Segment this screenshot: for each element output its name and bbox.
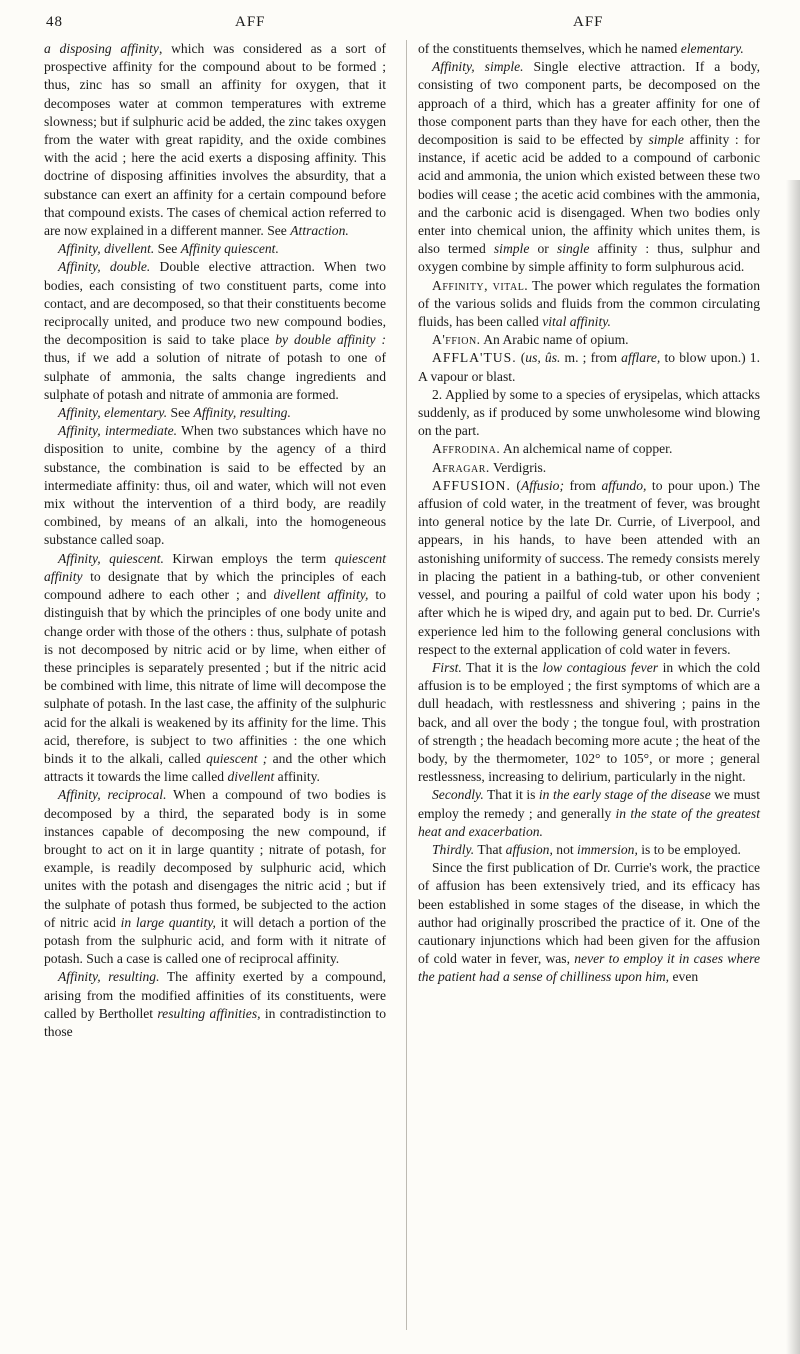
italic-text: Affinity, intermediate. bbox=[58, 423, 178, 439]
dictionary-paragraph bbox=[418, 841, 760, 859]
italic-text: Affusio; bbox=[520, 477, 564, 493]
italic-text: Thirdly. bbox=[432, 841, 475, 857]
text-run: we must employ the remedy ; and generally bbox=[418, 787, 760, 821]
italic-text: divellent bbox=[227, 769, 275, 785]
dictionary-paragraph bbox=[418, 40, 760, 58]
italic-text: by double affinity : bbox=[275, 332, 387, 348]
text-run: That bbox=[474, 841, 506, 857]
italic-text: quiescent ; bbox=[206, 750, 268, 766]
dictionary-paragraph bbox=[44, 258, 386, 404]
text-run: When two substances which have no disposition to unite, combine by the agency of a third substance, the combination is said to be effected by an intermediate affinity: thus, oil and water, which will not even mix without the intervention of a third body, are readily combined, by means of an alkali, into the homogeneous substance called soap. bbox=[44, 423, 387, 548]
text-run: The affinity exerted by a compound, arising from the modified affinities of its constituents, were called by Berthollet bbox=[44, 969, 386, 1021]
text-run: When a compound of two bodies is decomposed by a third, the separated body is in some instances capable of decomposing the new compound, if brought to act on it in large quantity ; nitrate of potash, for example, is readily decomposed by sulphuric acid, which unites with the potash and disengages the nitric acid ; but if the sulphate of potash thus formed, be subjected to the action of nitric acid bbox=[44, 787, 386, 930]
dictionary-paragraph bbox=[418, 786, 760, 841]
italic-text: Secondly. bbox=[432, 787, 484, 803]
text-run: thus, if we add a solution of nitrate of potash to one of sulphate of ammonia, the salts change ingredients and sulphate of potash and nitrate of ammonia are formed. bbox=[44, 350, 386, 402]
text-run: 2. Applied by some to a species of erysipelas, which attacks suddenly, as if produced by some unwholesome wind blowing on the part. bbox=[418, 386, 760, 439]
italic-text: simple bbox=[493, 241, 530, 257]
text-run: to distinguish that by which the principles of one body unite and change order with those of the others : thus, sulphate of potash is not decomposed by nitric acid or by lime, when either of these principles is separately presented ; but if the nitric acid be combined with lime, this nitrate of lime will decompose the sulphate of potash. In the last case, the affinity of the sulphuric acid for the alkali is weakened by its affinity for the lime. This acid, therefore, is subject to two affinities : the one which binds it to the alkali, called bbox=[44, 587, 386, 766]
text-run: it will detach a portion of the potash from the sulphuric acid, and form with it nitrate of potash. Such a case is called one of reciprocal affinity. bbox=[44, 914, 386, 967]
dictionary-paragraph bbox=[418, 386, 760, 441]
italic-text: single bbox=[556, 241, 590, 257]
italic-text: in large quantity, bbox=[120, 914, 216, 930]
dictionary-paragraph bbox=[418, 859, 760, 986]
italic-text: First. bbox=[432, 659, 462, 675]
text-run: The power which regulates the formation of the various solids and fluids from the common circulating fluids, has been called bbox=[418, 277, 760, 330]
text-run: Single elective attraction. If a body, consisting of two component parts, be decomposed on the approach of a third, which has a greater affinity for one of those component parts than they have for each other, then the decomposition is said to be effected by bbox=[418, 59, 760, 148]
left-column bbox=[44, 40, 386, 1041]
italic-text: never to employ it in cases where the patient had a sense of chilliness upon him, bbox=[418, 951, 760, 985]
dictionary-paragraph bbox=[44, 786, 386, 968]
headword: AFFLA'TUS. bbox=[432, 350, 517, 366]
italic-text: Affinity, reciprocal. bbox=[58, 787, 167, 803]
dictionary-paragraph bbox=[44, 404, 386, 422]
text-run: of the constituents themselves, which he named bbox=[418, 41, 681, 56]
italic-text: simple bbox=[648, 132, 684, 148]
text-run: Verdigris. bbox=[489, 459, 547, 475]
dictionary-paragraph bbox=[418, 659, 760, 786]
text-run: even bbox=[669, 969, 699, 985]
headword: Affinity, vital. bbox=[432, 277, 529, 293]
italic-text: quiescent affinity bbox=[44, 550, 386, 584]
italic-text: Affinity, resulting. bbox=[193, 405, 291, 421]
text-run: affinity : for instance, if acetic acid be added to a compound of carbonic acid and ammonia, the union which existed between these two bodies will cease ; the acetic acid combines with the ammonia, and the carbonic acid is disengaged. When two bodies only enter into chemical union, the affinity which unites them, is also termed bbox=[418, 132, 761, 257]
italic-text: Affinity, simple. bbox=[432, 59, 524, 75]
text-run: in contradistinction to those bbox=[44, 1005, 386, 1039]
italic-text: Attraction. bbox=[290, 223, 349, 239]
italic-text: Affinity, double. bbox=[58, 259, 151, 275]
page-edge-shadow bbox=[786, 180, 800, 1354]
text-run: An Arabic name of opium. bbox=[480, 332, 629, 348]
dictionary-paragraph bbox=[44, 422, 386, 549]
text-run: is to be employed. bbox=[637, 841, 741, 857]
text-run: Double elective attraction. When two bodies, each consisting of two constituent parts, come into contact, and are decomposed, so that their constituents become reciprocally united, and produce two new compound bodies, the decomposition is said to take place bbox=[44, 259, 386, 348]
text-run: and the other which attracts it towards the lime called bbox=[44, 750, 386, 785]
text-run: m. ; from bbox=[560, 350, 622, 366]
italic-text: a disposing affinity bbox=[44, 41, 159, 56]
dictionary-paragraph bbox=[418, 277, 760, 332]
italic-text: affusion, bbox=[505, 841, 553, 857]
italic-text: Affinity, elementary. bbox=[58, 405, 168, 421]
text-run: to blow upon.) 1. A vapour or blast. bbox=[418, 350, 760, 384]
italic-text: Affinity, quiescent. bbox=[58, 550, 164, 566]
text-run: from bbox=[563, 477, 602, 493]
dictionary-paragraph bbox=[418, 58, 760, 276]
headword: Affrodina. bbox=[432, 441, 501, 457]
italic-text: vital affinity. bbox=[542, 314, 611, 330]
text-run: That it is bbox=[483, 787, 539, 803]
running-head-right: AFF bbox=[573, 14, 604, 30]
text-run: affinity : thus, sulphur and oxygen combine by simple affinity to form sulphurous acid. bbox=[418, 241, 761, 275]
text-run: ( bbox=[516, 350, 526, 366]
italic-text: elementary. bbox=[680, 41, 744, 56]
page-number: 48 bbox=[46, 14, 63, 30]
text-run: Since the first publication of Dr. Currie's work, the practice of affusion has been extensively tried, and its efficacy has been established in some stages of the disease, in which the author had originally proscribed the practice of it. One of the cautionary injunctions which had been given for the affusion of cold water in fever, was, bbox=[418, 860, 760, 967]
italic-text: afflare, bbox=[621, 350, 661, 366]
italic-text: Affinity, divellent. bbox=[58, 241, 155, 257]
italic-text: in the early stage of the disease bbox=[538, 787, 711, 803]
text-run: to designate that by which the principles of each compound adhere to each other ; and bbox=[44, 568, 386, 603]
dictionary-paragraph bbox=[418, 331, 760, 349]
italic-text: divellent affinity, bbox=[273, 587, 369, 603]
italic-text: in the state of the greatest heat and exacerbation. bbox=[418, 805, 760, 839]
dictionary-paragraph bbox=[418, 459, 760, 477]
text-run: affinity. bbox=[274, 769, 320, 785]
text-run: See bbox=[154, 241, 181, 257]
dictionary-paragraph bbox=[44, 550, 386, 787]
running-head-left: AFF bbox=[235, 14, 266, 30]
italic-text: us, ûs. bbox=[525, 350, 561, 366]
right-column bbox=[418, 40, 760, 987]
headword: A'ffion. bbox=[432, 332, 481, 348]
italic-text: affundo, bbox=[601, 477, 647, 493]
text-run: ( bbox=[510, 477, 521, 493]
headword: AFFUSION. bbox=[432, 477, 511, 493]
text-run: in which the cold affusion is to be employed ; the first symptoms of which are a dull headach, with restlessness and shivering ; pains in the back, and all over the body ; the tongue foul, with prostration of strength ; the headach becoming more acute ; the heat of the body, by the thermometer, 102° to 105°, or more ; general restlessness, increasing to delirium, particularly in the night. bbox=[418, 659, 761, 785]
italic-text: resulting affinities, bbox=[157, 1005, 261, 1021]
column-divider bbox=[406, 40, 407, 1330]
headword: Afragar. bbox=[432, 459, 490, 475]
italic-text: immersion, bbox=[577, 841, 638, 857]
text-run: See bbox=[167, 405, 194, 421]
dictionary-paragraph bbox=[418, 440, 760, 458]
italic-text: Affinity quiescent. bbox=[180, 241, 279, 257]
dictionary-paragraph bbox=[44, 968, 386, 1041]
text-run: to pour upon.) The affusion of cold water, in the treatment of fever, was brought into general notice by the late Dr. Currie, of Liverpool, and appears, in his hands, to have been attended with an astonishing uniformity of success. The remedy consists merely in placing the patient in a bathing-tub, or other convenient vessel, and pouring a pailful of cold water upon his body ; after which he is wiped dry, and again put to bed. Dr. Currie's experience led him to the following general conclusions with respect to the external application of cold water in fevers. bbox=[418, 477, 760, 657]
text-run: An alchemical name of copper. bbox=[500, 441, 673, 457]
running-head bbox=[0, 14, 800, 34]
text-run: , which was considered as a sort of prospective affinity for the compound about to be formed ; thus, zinc has so small an affinity for oxygen, that it decomposes water at common temperatures with extreme slowness; but if sulphuric acid be added, the zinc takes oxygen from the water with great rapidity, and the oxide combines with the acid ; here the acid exerts a disposing affinity. This doctrine of disposing affinities involves the absurdity, that a substance can exert an affinity for a certain compound before that compound exists. The cases of chemical action referred to are now explained in a different manner. See bbox=[44, 41, 386, 239]
italic-text: low contagious fever bbox=[542, 659, 659, 675]
text-run: Kirwan employs the term bbox=[163, 550, 335, 566]
dictionary-paragraph bbox=[418, 477, 760, 659]
dictionary-paragraph bbox=[418, 349, 760, 385]
text-run: or bbox=[529, 241, 557, 257]
italic-text: Affinity, resulting. bbox=[58, 969, 160, 985]
text-run: That it is the bbox=[461, 659, 543, 675]
dictionary-paragraph bbox=[44, 240, 386, 258]
dictionary-paragraph bbox=[44, 40, 386, 240]
text-run: not bbox=[552, 841, 578, 857]
